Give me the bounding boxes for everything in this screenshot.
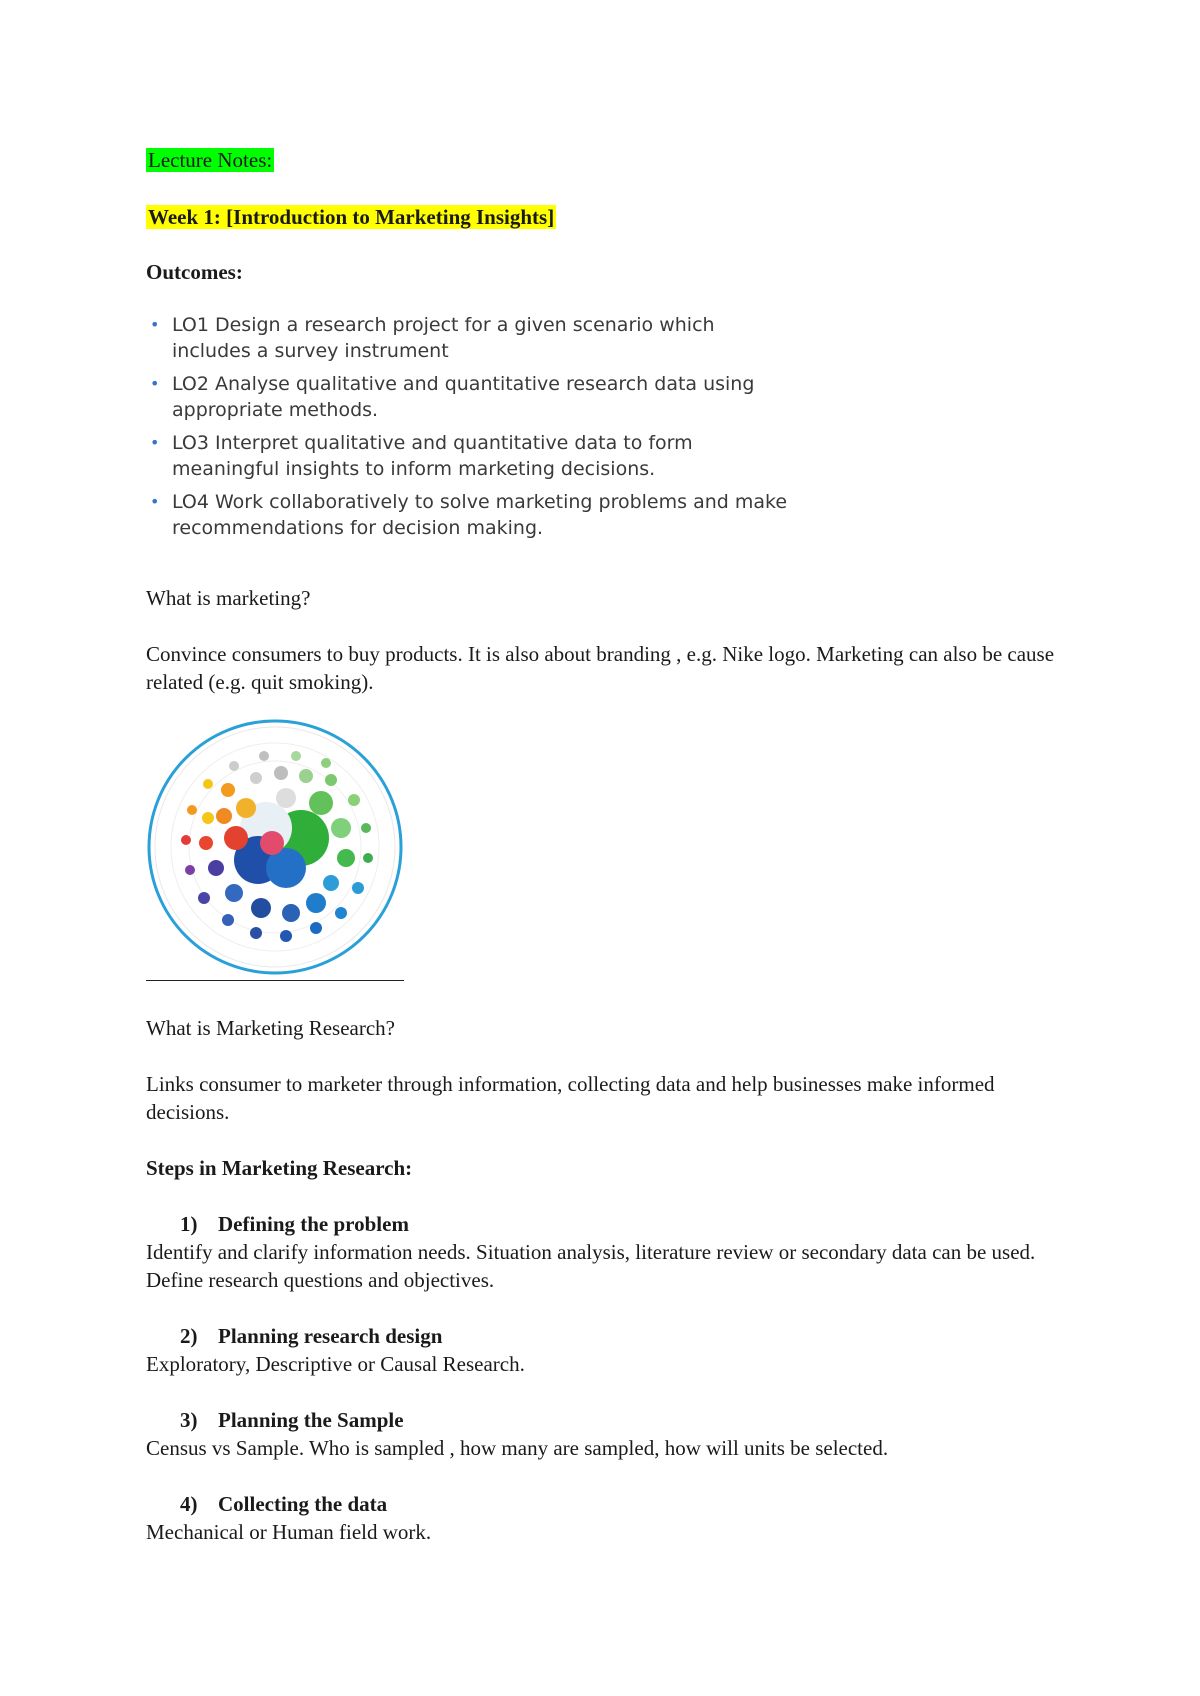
step-2-heading [180, 1322, 442, 1350]
step-number: 4) [180, 1492, 198, 1516]
outcomes-label: Outcomes: [146, 260, 243, 284]
outcomes-list [146, 312, 796, 548]
step-title: Planning the Sample [218, 1408, 404, 1432]
lecture-notes-label [146, 146, 274, 174]
week-title [146, 203, 556, 231]
outcome-item [146, 371, 796, 423]
bullet-icon: • [150, 492, 160, 511]
step-title: Planning research design [218, 1324, 443, 1348]
outcome-item [146, 489, 796, 541]
outcome-item [146, 312, 796, 364]
step-4-description: Mechanical or Human field work. [146, 1520, 432, 1544]
step-number: 2) [180, 1324, 198, 1348]
research-answer: Links consumer to marketer through information, collecting data and help businesses make informed decisions. [146, 1072, 995, 1124]
step-title: Collecting the data [218, 1492, 388, 1516]
step-3-description: Census vs Sample. Who is sampled , how many are sampled, how will units be selected. [146, 1436, 889, 1460]
marketing-answer: Convince consumers to buy products. It is also about branding , e.g. Nike logo. Marketing can also be cause related (e.g. quit smoking). [146, 642, 1055, 694]
step-1-description: Identify and clarify information needs. Situation analysis, literature review or secondary data can be used. Define research questions and objectives. [146, 1240, 1036, 1292]
outcome-item [146, 430, 796, 482]
outcome-text: LO2 Analyse qualitative and quantitative research data using appropriate methods. [172, 373, 755, 421]
outcome-text: LO3 Interpret qualitative and quantitative data to form meaningful insights to inform marketing decisions. [172, 432, 693, 480]
step-title: Defining the problem [218, 1212, 409, 1236]
outcome-text: LO1 Design a research project for a given scenario which includes a survey instrument [172, 314, 715, 362]
steps-heading: Steps in Marketing Research: [146, 1156, 413, 1180]
lecture-notes-text: Lecture Notes: [148, 148, 273, 172]
research-question: What is Marketing Research? [146, 1016, 395, 1040]
brand-bubble-chart-image [146, 718, 404, 976]
outcome-text: LO4 Work collaboratively to solve marketing problems and make recommendations for decision making. [172, 491, 788, 539]
bullet-icon: • [150, 374, 160, 393]
bullet-icon: • [150, 315, 160, 334]
step-2-description: Exploratory, Descriptive or Causal Research. [146, 1352, 525, 1376]
step-4-heading [180, 1490, 387, 1518]
marketing-question: What is marketing? [146, 586, 311, 610]
step-3-heading [180, 1406, 404, 1434]
horizontal-rule [146, 980, 404, 981]
step-number: 3) [180, 1408, 198, 1432]
bullet-icon: • [150, 433, 160, 452]
step-1-heading [180, 1210, 409, 1238]
step-number: 1) [180, 1212, 198, 1236]
week-title-text: Week 1: [Introduction to Marketing Insights] [148, 205, 555, 229]
